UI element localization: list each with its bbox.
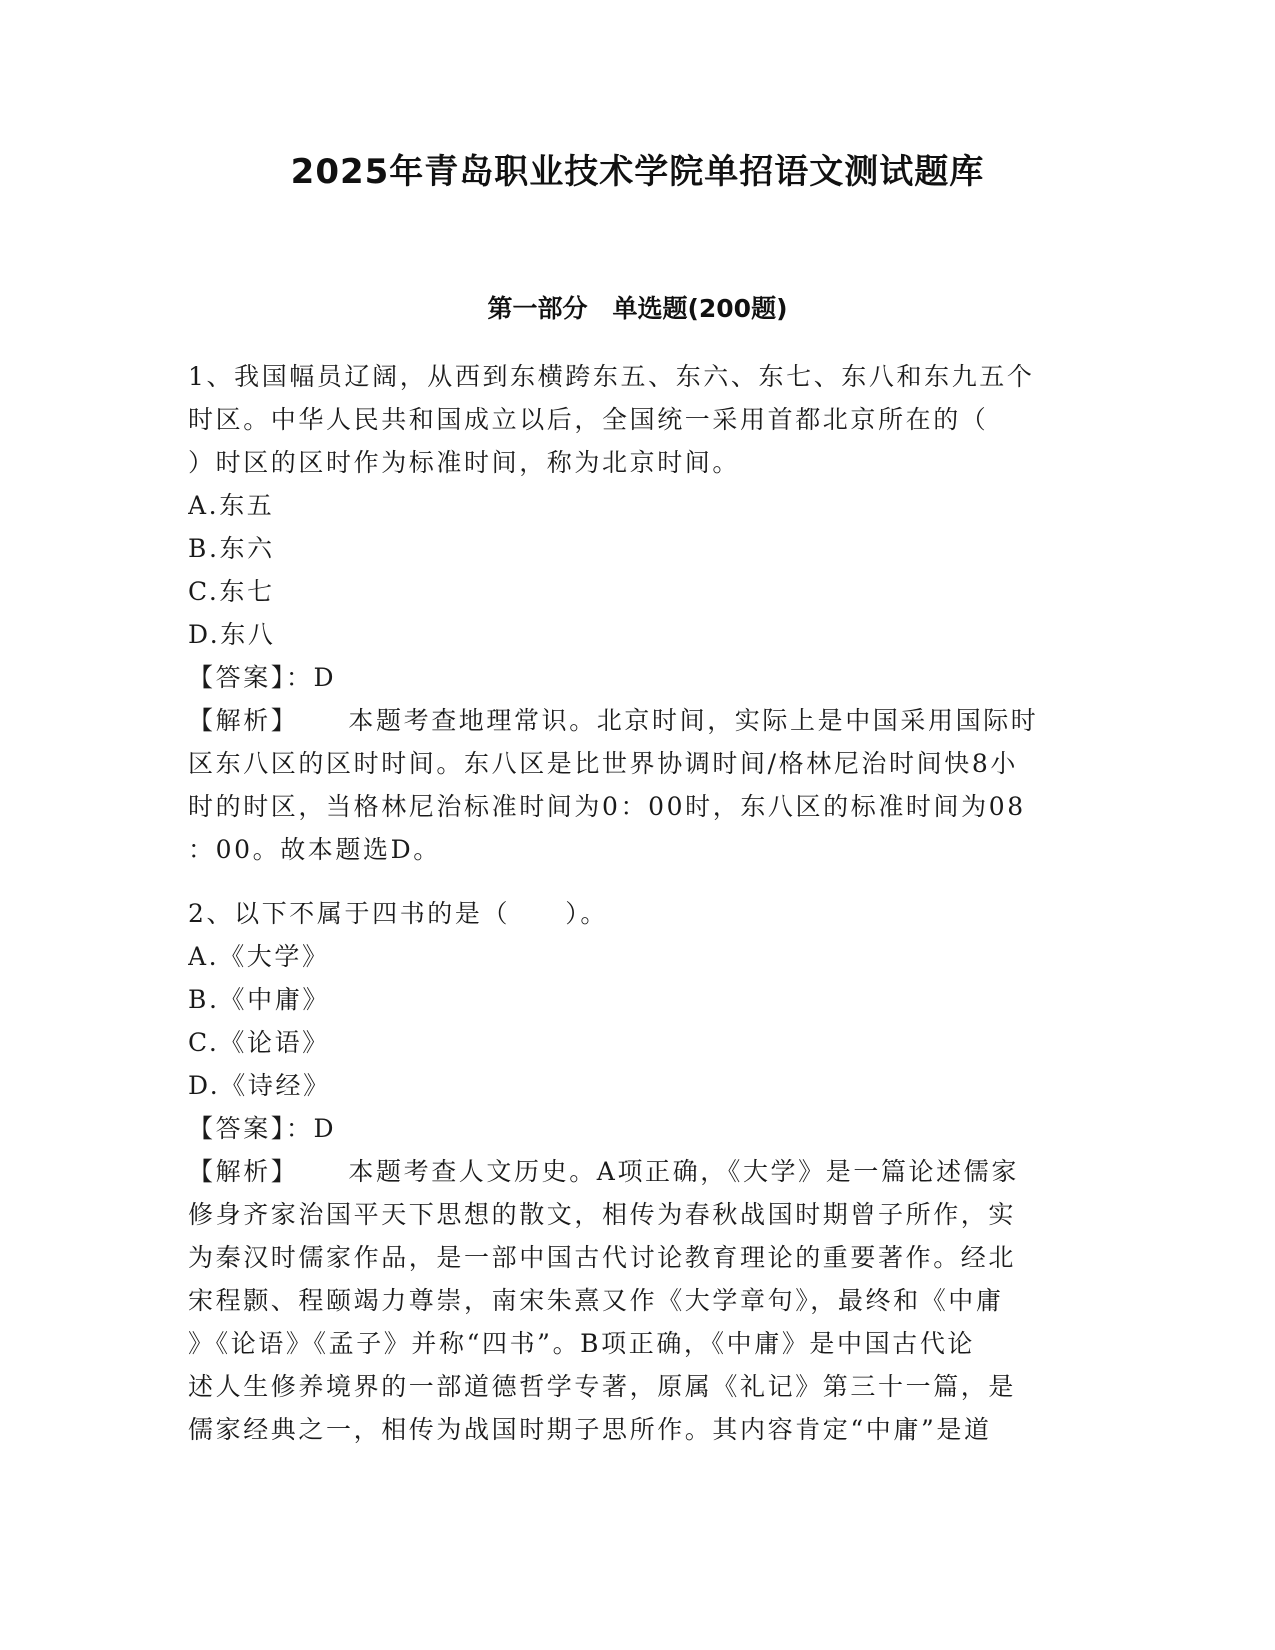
answer-value: ：D bbox=[285, 1114, 337, 1143]
option-b: B.东六 bbox=[188, 534, 275, 563]
answer-value: ：D bbox=[285, 663, 337, 692]
answer-label: 【答案】 bbox=[188, 663, 286, 692]
question-stem-line: ）时区的区时作为标准时间，称为北京时间。 bbox=[188, 448, 741, 477]
analysis-text: 本题考查人文历史。A项正确，《大学》是一篇论述儒家 bbox=[348, 1157, 1019, 1186]
question-1 bbox=[188, 355, 1088, 871]
analysis-line: 述人生修养境界的一部道德哲学专著，原属《礼记》第三十一篇，是 bbox=[188, 1372, 1017, 1401]
option-c: C.东七 bbox=[188, 577, 275, 606]
analysis-line bbox=[188, 699, 1088, 742]
analysis-line: ：00。故本题选D。 bbox=[188, 835, 441, 864]
question-stem-line: 2、以下不属于四书的是（ ）。 bbox=[188, 899, 609, 928]
answer-line bbox=[188, 1107, 1088, 1150]
analysis-line: 》《论语》《孟子》并称“四书”。B项正确，《中庸》是中国古代论 bbox=[188, 1329, 976, 1358]
option-d: D.《诗经》 bbox=[188, 1071, 331, 1100]
analysis-label: 【解析】 bbox=[188, 1157, 299, 1186]
question-2 bbox=[188, 892, 1088, 1451]
analysis-line: 时的时区，当格林尼治标准时间为0：00时，东八区的标准时间为08 bbox=[188, 792, 1026, 821]
option-d: D.东八 bbox=[188, 620, 276, 649]
option-a: A.《大学》 bbox=[188, 942, 330, 971]
analysis-text: 本题考查地理常识。北京时间，实际上是中国采用国际时 bbox=[348, 706, 1039, 735]
analysis-line: 宋程颢、程颐竭力尊崇，南宋朱熹又作《大学章句》，最终和《中庸 bbox=[188, 1286, 1004, 1315]
option-a: A.东五 bbox=[188, 491, 275, 520]
answer-line bbox=[188, 656, 1088, 699]
question-stem-line: 时区。中华人民共和国成立以后，全国统一采用首都北京所在的（ bbox=[188, 405, 989, 434]
analysis-line: 儒家经典之一，相传为战国时期子思所作。其内容肯定“中庸”是道 bbox=[188, 1415, 992, 1444]
option-b: B.《中庸》 bbox=[188, 985, 330, 1014]
analysis-label: 【解析】 bbox=[188, 706, 299, 735]
analysis-line: 区东八区的区时时间。东八区是比世界协调时间/格林尼治时间快8小 bbox=[188, 749, 1018, 778]
analysis-line: 为秦汉时儒家作品，是一部中国古代讨论教育理论的重要著作。经北 bbox=[188, 1243, 1017, 1272]
question-list bbox=[188, 355, 1088, 1451]
question-stem-line: 1、我国幅员辽阔，从西到东横跨东五、东六、东七、东八和东九五个 bbox=[188, 362, 1035, 391]
option-c: C.《论语》 bbox=[188, 1028, 330, 1057]
section-title: 第一部分 单选题(200题) bbox=[487, 294, 788, 323]
answer-label: 【答案】 bbox=[188, 1114, 286, 1143]
analysis-line: 修身齐家治国平天下思想的散文，相传为春秋战国时期曾子所作，实 bbox=[188, 1200, 1017, 1229]
analysis-line bbox=[188, 1150, 1088, 1193]
document-title: 2025年青岛职业技术学院单招语文测试题库 bbox=[290, 152, 985, 192]
